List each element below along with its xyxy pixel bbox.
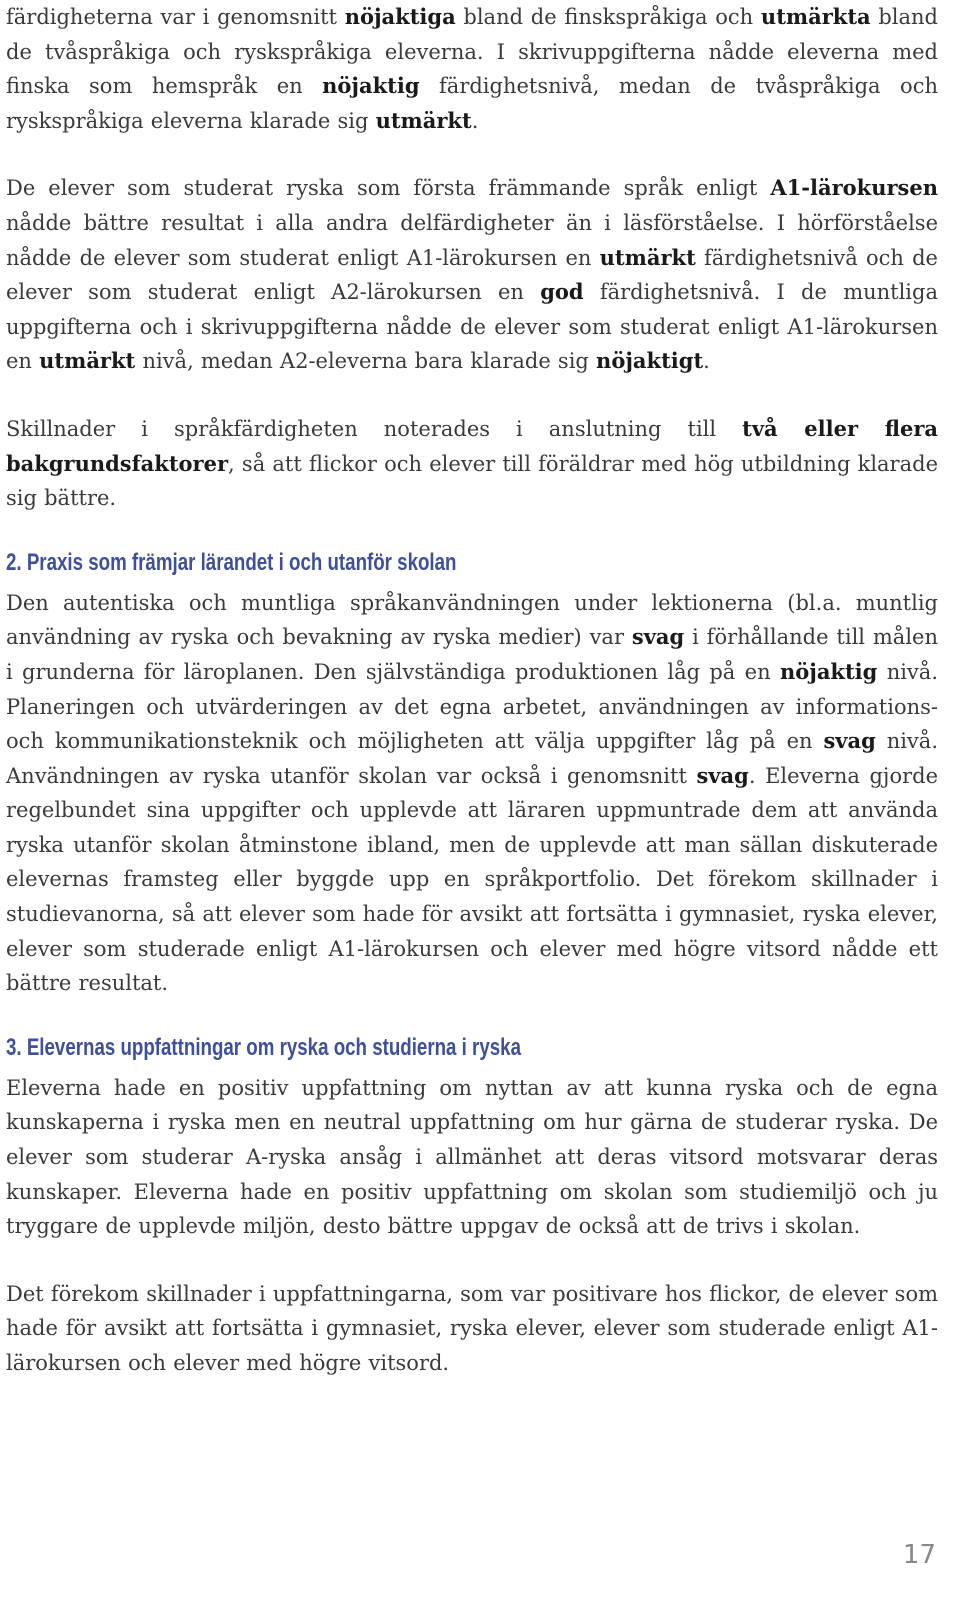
text-run: nivå. Användningen av ryska utanför skolan var också i genomsnitt	[6, 729, 938, 788]
paragraph-student-perceptions	[6, 1071, 938, 1244]
text-run: färdigheterna var i genomsnitt	[6, 5, 345, 29]
emphasized-text: nöjaktig	[322, 73, 420, 99]
paragraph-a1-course-results	[6, 171, 938, 379]
section-heading-practices: 2. Praxis som främjar lärandet i och utanför skolan	[6, 548, 457, 576]
paragraph-perception-differences	[6, 1277, 938, 1381]
text-run: bland de finskspråkiga och	[455, 5, 761, 29]
text-run: nivå, medan A2-eleverna bara klarade sig	[135, 349, 597, 374]
text-run: nivå. Planeringen och utvärderingen av det egna arbetet, användningen av informations- och kommunikationsteknik och möjligheten att välja uppgifter låg på en	[6, 659, 938, 754]
emphasized-text: nöjaktiga	[344, 4, 456, 29]
text-run: bland de tvåspråkiga och ryskspråkiga eleverna. I skrivuppgifterna nådde eleverna med finska som hemspråk en	[6, 5, 939, 99]
text-run: .	[471, 108, 479, 133]
emphasized-text: god	[540, 279, 584, 305]
text-run: nådde bättre resultat i alla andra delfärdigheter än i läsförståelse. I hörförståelse nådde de elever som studerat enligt A1-lärokursen en	[6, 210, 938, 270]
emphasized-text: nöjaktigt	[596, 348, 704, 374]
text-run: Det förekom skillnader i uppfattningarna, som var positivare hos flickor, de elever som hade för avsikt att fortsätta i gymnasiet, ryska elever, elever som studerade enligt A1-lärokursen och elever med högre vitsord.	[6, 1281, 939, 1375]
text-run: Den autentiska och muntliga språkanvändningen under lektionerna (bl.a. muntlig användning av ryska och bevakning av ryska medier) var	[6, 590, 938, 650]
paragraph-language-use	[6, 586, 938, 1001]
text-run: . Eleverna gjorde regelbundet sina uppgifter och upplevde att läraren uppmuntrade dem att använda ryska utanför skolan åtminstone ibland, men de upplevde att man sällan diskuterade elevernas framsteg eller byggde upp en språkportfolio. Det förekom skillnader i studievanorna, så att elever som hade för avsikt att fortsätta i gymnasiet, ryska elever, elever som studerade enligt A1-lärokursen och elever med högre vitsord nådde ett bättre resultat.	[6, 763, 938, 996]
section-heading-perceptions: 3. Elevernas uppfattningar om ryska och studierna i ryska	[6, 1033, 521, 1061]
text-run: färdighetsnivå, medan de tvåspråkiga och ryskspråkiga eleverna klarade sig	[6, 74, 938, 133]
emphasized-text: nöjaktig	[779, 658, 878, 684]
text-run: färdighetsnivå. I de muntliga uppgifterna och i skrivuppgifterna nådde de elever som studerat enligt A1-lärokursen en	[6, 280, 938, 374]
text-run: färdighetsnivå och de elever som studerat enligt A2-lärokursen en	[6, 245, 938, 305]
emphasized-text: svag	[631, 624, 685, 650]
page-number: 17	[902, 1540, 936, 1570]
emphasized-text: två eller flera bakgrundsfaktorer	[6, 415, 938, 476]
emphasized-text: A1-lärokursen	[770, 175, 938, 201]
emphasized-text: utmärkta	[760, 4, 871, 29]
text-run: Skillnader i språkfärdigheten noterades i anslutning till	[6, 416, 743, 441]
text-run: .	[703, 349, 710, 374]
paragraph-skill-levels	[6, 0, 938, 138]
text-run: De elever som studerat ryska som första främmande språk enligt	[6, 176, 771, 201]
emphasized-text: utmärkt	[39, 348, 136, 374]
text-run: , så att flickor och elever till föräldrar med hög utbildning klarade sig bättre.	[6, 451, 938, 511]
text-run: Eleverna hade en positiv uppfattning om nyttan av att kunna ryska och de egna kunskaperna i ryska men en neutral uppfattning om hur gärna de studerar ryska. De elever som studerar A-ryska ansåg i allmänhet att deras vitsord motsvarar deras kunskaper. Eleverna hade en positiv uppfattning om skolan som studiemiljö och ju tryggare de upplevde miljön, desto bättre uppgav de också att de trivs i skolan.	[6, 1075, 938, 1239]
emphasized-text: utmärkt	[599, 244, 696, 270]
emphasized-text: svag	[823, 728, 876, 754]
paragraph-background-factors	[6, 412, 938, 516]
document-page	[6, 0, 938, 1381]
text-run: i förhållande till målen i grunderna för läroplanen. Den självständiga produktionen låg på en	[6, 625, 938, 684]
emphasized-text: svag	[696, 762, 749, 788]
emphasized-text: utmärkt	[375, 107, 472, 133]
